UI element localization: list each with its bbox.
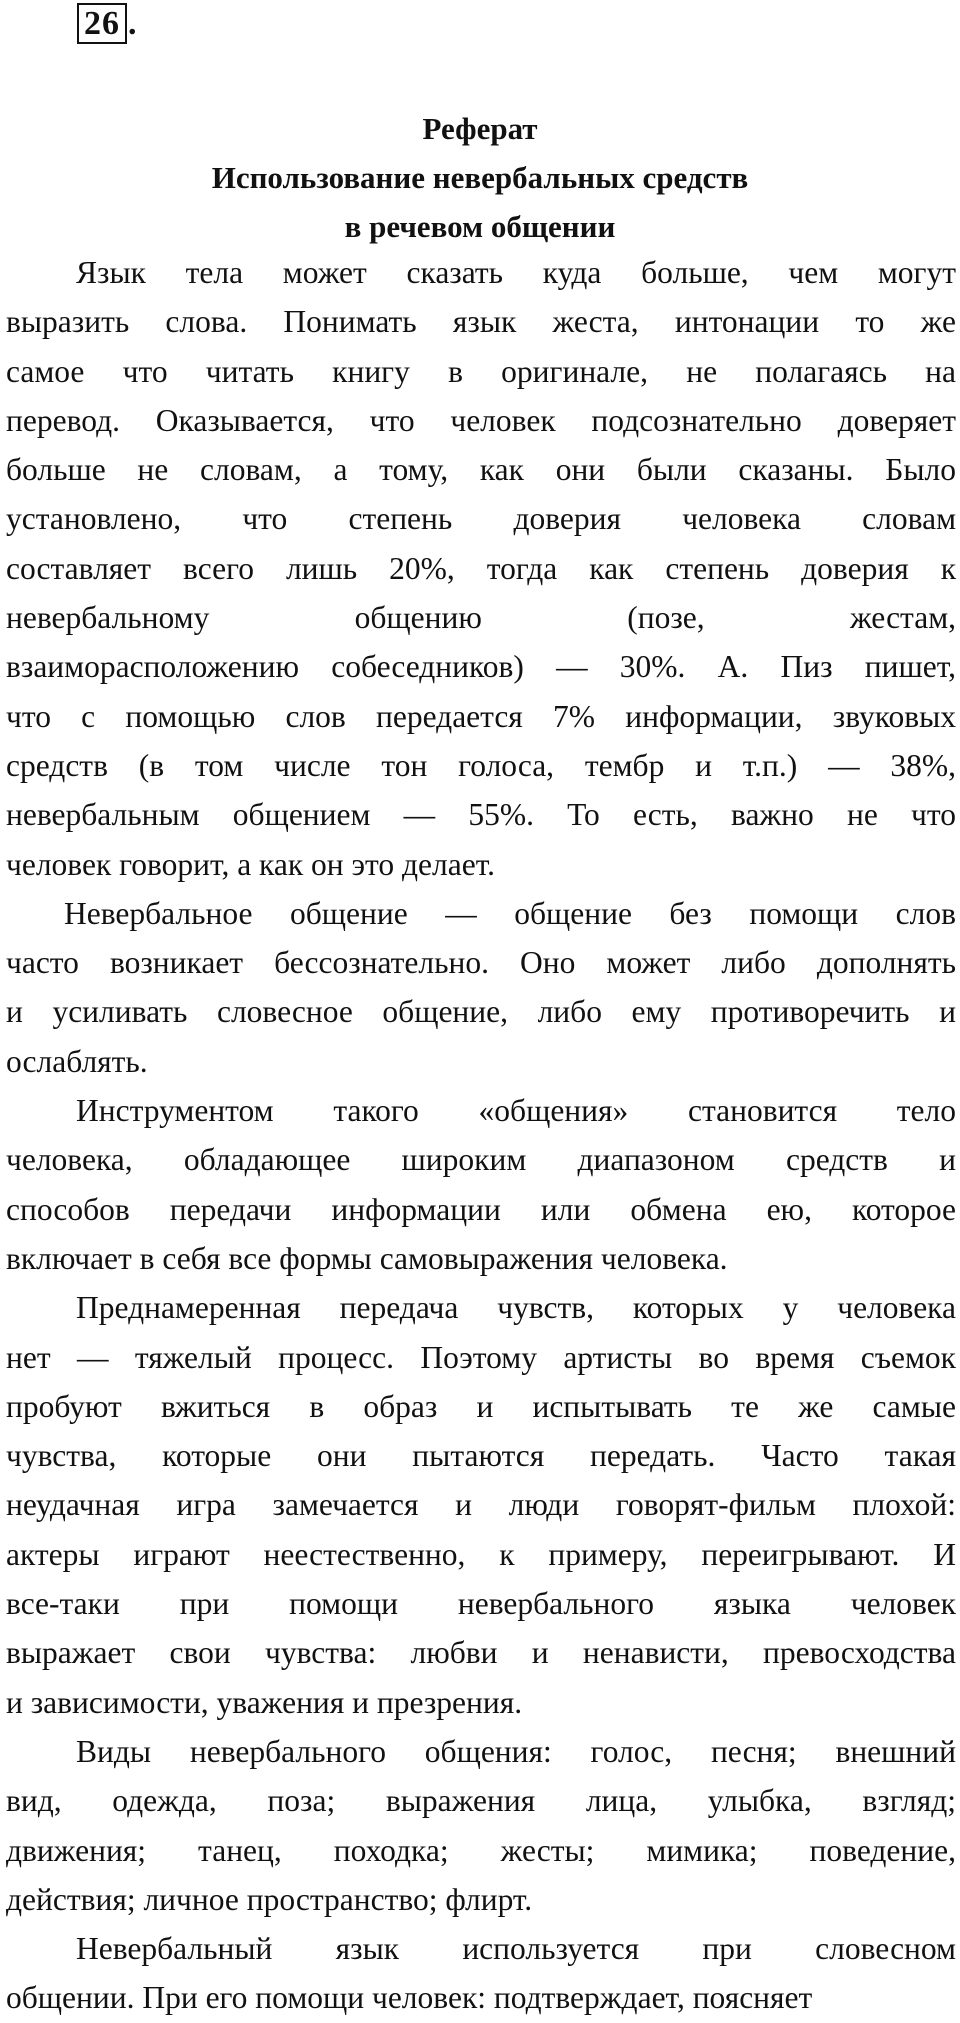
text-line: все-таки при помощи невербального языка человек <box>6 1586 956 1622</box>
text-line: действия; личное пространство; флирт. <box>6 1881 533 1917</box>
text-line: взаиморасположению собеседников) — 30%. А. Пиз пишет, <box>6 649 956 685</box>
text-line: чувства, которые они пытаются передать. Часто такая <box>6 1438 956 1474</box>
text-line: нет — тяжелый процесс. Поэтому артисты во время съемок <box>6 1339 956 1375</box>
essay-heading <box>0 104 960 251</box>
text-line: способов передачи информации или обмена ею, которое <box>6 1191 956 1227</box>
paragraph <box>6 1727 956 1924</box>
paragraph <box>6 248 956 889</box>
text-line: Виды невербального общения: голос, песня; внешний <box>76 1733 956 1769</box>
text-line: средств (в том числе тон голоса, тембр и т.п.) — 38%, <box>6 747 956 783</box>
heading-line: Реферат <box>422 111 538 146</box>
paragraph <box>6 889 956 1086</box>
text-line: пробуют вжиться в образ и испытывать те же самые <box>6 1388 956 1424</box>
text-line: ослаблять. <box>6 1043 148 1079</box>
text-line: невербальным общением — 55%. То есть, важно не что <box>6 797 956 833</box>
text-line: неудачная игра замечается и люди говорят-фильм плохой: <box>6 1487 956 1523</box>
heading-line: Использование невербальных средств <box>211 160 749 195</box>
heading-line: в речевом общении <box>344 209 616 244</box>
essay-body <box>6 248 956 2023</box>
task-number-dot: . <box>128 5 137 42</box>
text-line: Язык тела может сказать куда больше, чем могут <box>76 255 956 290</box>
text-line: Преднамеренная передача чувств, которых у человека <box>76 1290 956 1326</box>
task-number-box: 26 <box>77 3 127 44</box>
text-line: самое что читать книгу в оригинале, не полагаясь на <box>6 353 956 389</box>
text-line: актеры играют неестественно, к примеру, переигрывают. И <box>6 1536 956 1572</box>
text-line: включает в себя все формы самовыражения человека. <box>6 1240 728 1276</box>
text-line: Невербальное общение — общение без помощи слов <box>64 895 956 931</box>
text-line: часто возникает бессознательно. Оно может либо дополнять <box>6 945 956 981</box>
text-line: установлено, что степень доверия человека словам <box>6 501 956 537</box>
paragraph <box>6 1924 956 2023</box>
text-line: что с помощью слов передается 7% информации, звуковых <box>6 698 956 734</box>
text-line: Инструментом такого «общения» становится тело <box>76 1093 956 1129</box>
task-number <box>73 5 141 42</box>
text-line: больше не словам, а тому, как они были сказаны. Было <box>6 452 956 488</box>
text-line: Невербальный язык используется при словесном <box>76 1931 956 1967</box>
text-line: выразить слова. Понимать язык жеста, интонации то же <box>6 304 956 340</box>
text-line: составляет всего лишь 20%, тогда как степень доверия к <box>6 550 956 586</box>
text-line: человек говорит, а как он это делает. <box>6 846 495 882</box>
text-line: перевод. Оказывается, что человек подсознательно доверяет <box>6 402 956 438</box>
paragraph <box>6 1283 956 1727</box>
text-line: вид, одежда, поза; выражения лица, улыбка, взгляд; <box>6 1783 956 1819</box>
text-line: невербальному общению (позе, жестам, <box>6 600 956 636</box>
text-line: движения; танец, походка; жесты; мимика; поведение, <box>6 1832 956 1868</box>
text-line: выражает свои чувства: любви и ненависти, превосходства <box>6 1635 956 1671</box>
text-line: и зависимости, уважения и презрения. <box>6 1684 523 1720</box>
text-line: и усиливать словесное общение, либо ему противоречить и <box>6 994 956 1030</box>
text-line: общении. При его помощи человек: подтверждает, поясняет <box>6 1980 813 2016</box>
paragraph <box>6 1086 956 1283</box>
text-line: человека, обладающее широким диапазоном средств и <box>6 1142 956 1178</box>
